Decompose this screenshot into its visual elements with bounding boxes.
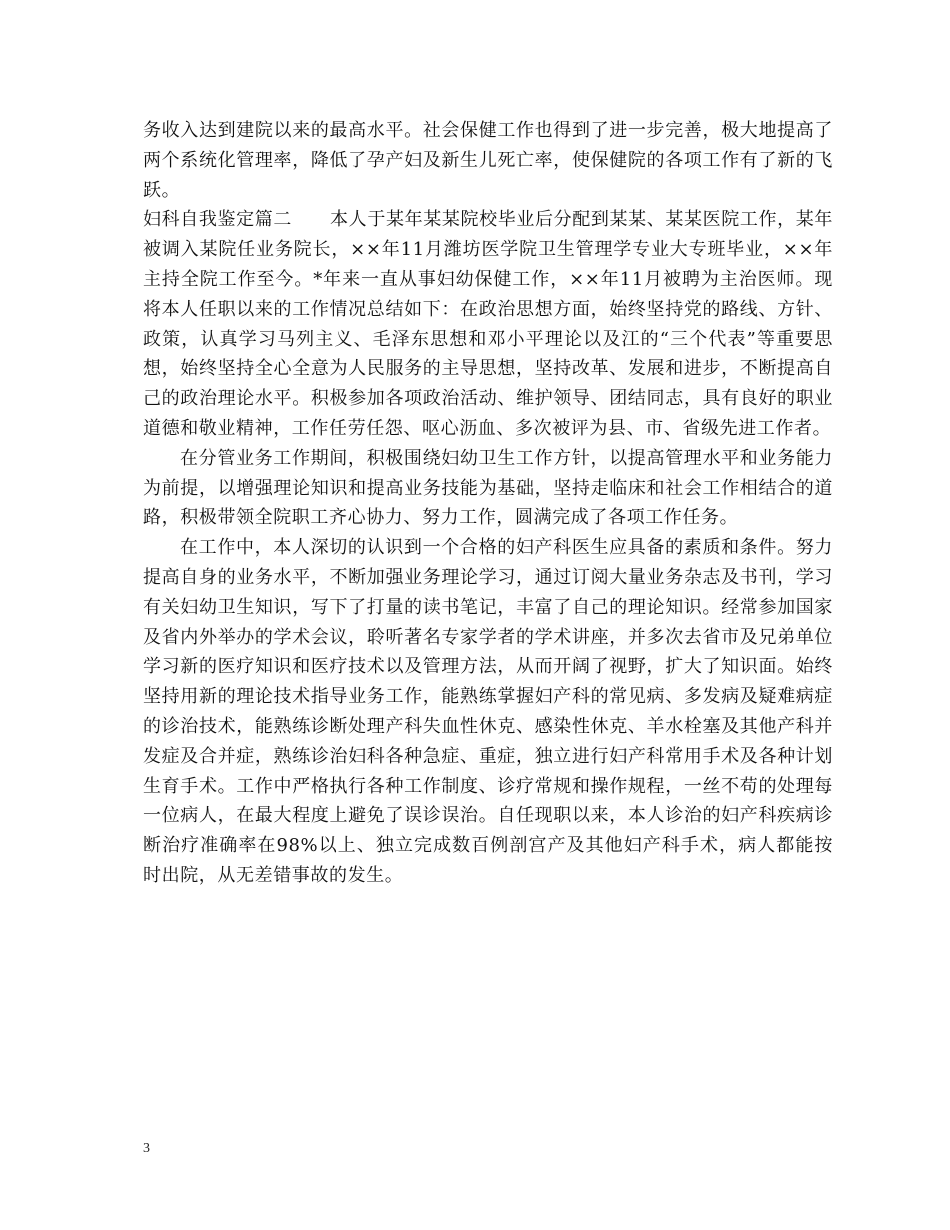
paragraph-business-management: 在分管业务工作期间，积极围绕妇幼卫生工作方针，以提高管理水平和业务能力为前提，以增强理论知识和提高业务技能为基础，坚持走临床和社会工作相结合的道路，积极带领全院职工齐心协力、努力工作，圆满完成了各项工作任务。 (143, 447, 833, 529)
body-text (143, 116, 833, 891)
paragraph-section-two (143, 205, 833, 443)
paragraph-continuation: 务收入达到建院以来的最高水平。社会保健工作也得到了进一步完善，极大地提高了两个系统化管理率，降低了孕产妇及新生儿死亡率，使保健院的各项工作有了新的飞跃。 (143, 120, 833, 201)
section-body: 本人于某年某某院校毕业后分配到某某、某某医院工作，某年被调入某院任业务院长，××年11月潍坊医学院卫生管理学专业大专班毕业，××年主持全院工作至今。*年来一直从事妇幼保健工作，××年11月被聘为主治医师。现将本人任职以来的工作情况总结如下：在政治思想方面，始终坚持党的路线、方针、政策，认真学习马列主义、毛泽东思想和邓小平理论以及江的“三个代表”等重要思想，始终坚持全心全意为人民服务的主导思想，坚持改革、发展和进步，不断提高自己的政治理论水平。积极参加各项政治活动、维护领导、团结同志，具有良好的职业道德和敬业精神，工作任劳任怨、呕心沥血、多次被评为县、市、省级先进工作者。 (143, 209, 833, 439)
paragraph-work-experience: 在工作中，本人深切的认识到一个合格的妇产科医生应具备的素质和条件。努力提高自身的业务水平，不断加强业务理论学习，通过订阅大量业务杂志及书刊，学习有关妇幼卫生知识，写下了打量的读书笔记，丰富了自己的理论知识。经常参加国家及省内外举办的学术会议，聆听著名专家学者的学术讲座，并多次去省市及兄弟单位学习新的医疗知识和医疗技术以及管理方法，从而开阔了视野，扩大了知识面。始终坚持用新的理论技术指导业务工作，能熟练掌握妇产科的常见病、多发病及疑难病症的诊治技术，能熟练诊断处理产科失血性休克、感染性休克、羊水栓塞及其他产科并发症及合并症，熟练诊治妇科各种急症、重症，独立进行妇产科常用手术及各种计划生育手术。工作中严格执行各种工作制度、诊疗常规和操作规程，一丝不苟的处理每一位病人，在最大程度上避免了误诊误治。自任现职以来，本人诊治的妇产科疾病诊断治疗准确率在98%以上、独立完成数百例剖宫产及其他妇产科手术，病人都能按时出院，从无差错事故的发生。 (143, 537, 833, 886)
page-number: 3 (143, 1141, 150, 1156)
section-heading: 妇科自我鉴定篇二 (143, 209, 293, 231)
